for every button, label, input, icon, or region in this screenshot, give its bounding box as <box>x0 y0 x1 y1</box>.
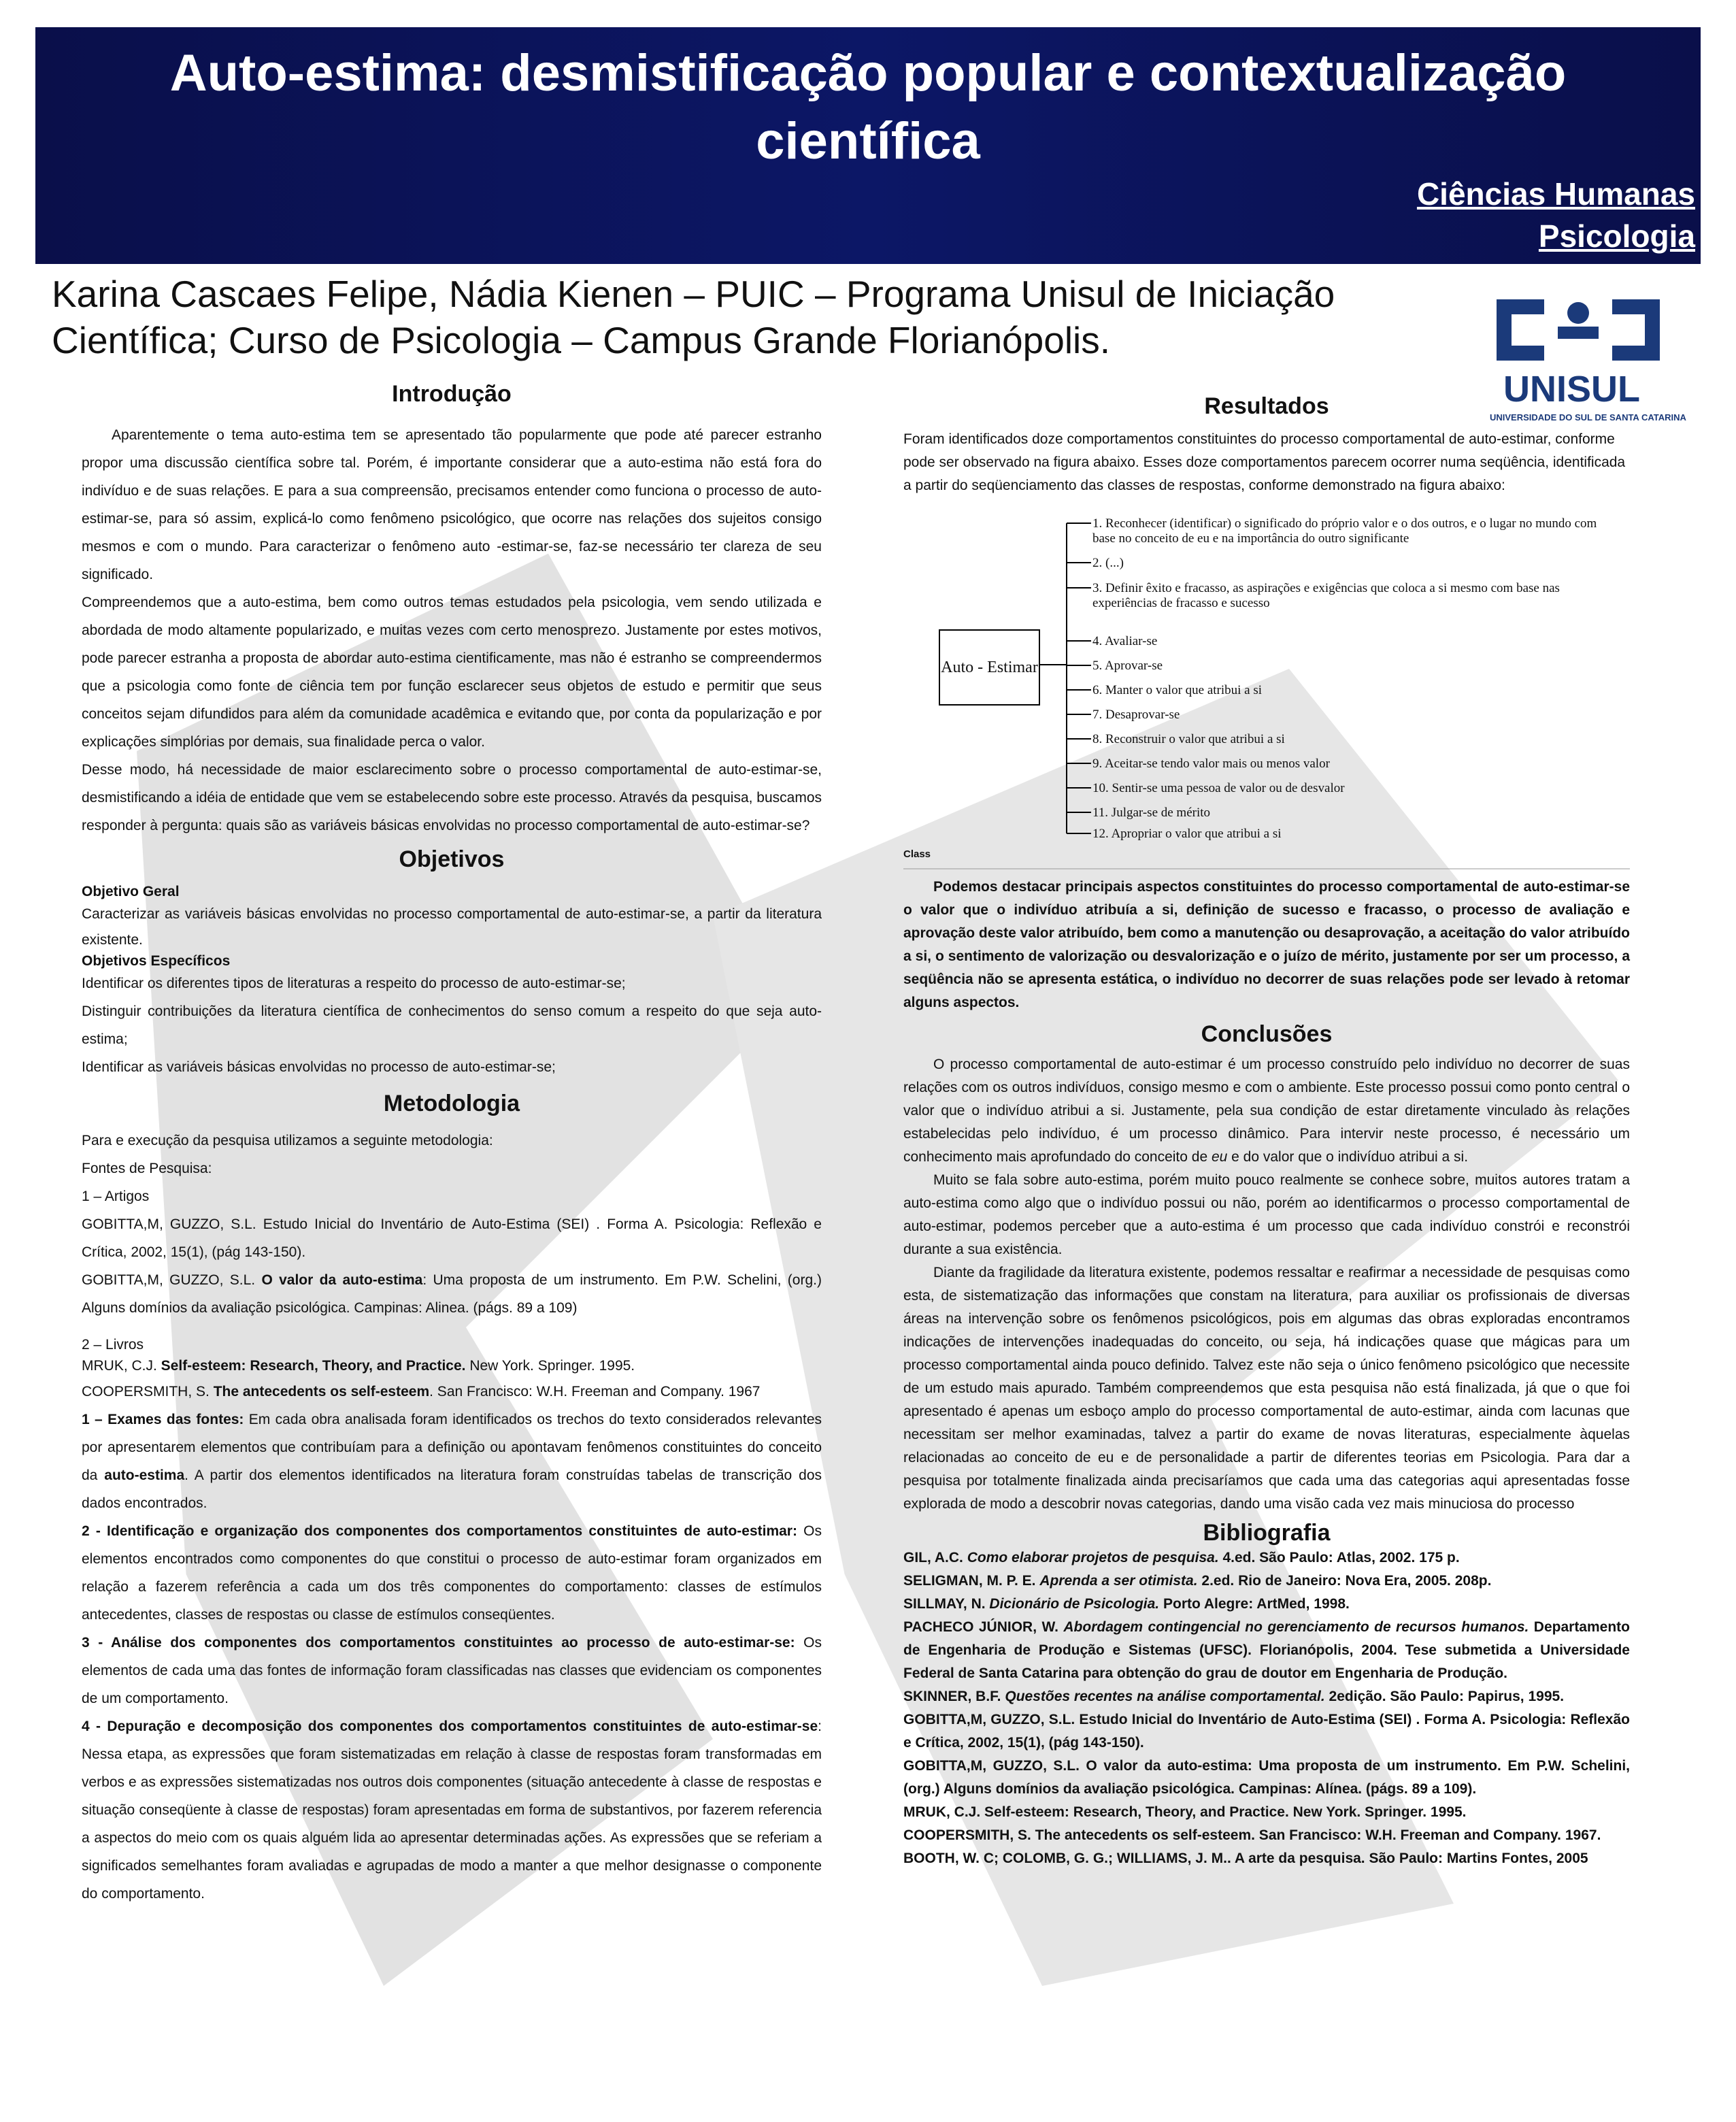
objetivo-especifico-2: Distinguir contribuições da literatura científica de conhecimentos do senso comum a respeito do que seja auto-estima; <box>82 1004 822 1047</box>
logo-subtitle: UNIVERSIDADE DO SUL DE SANTA CATARINA <box>1490 412 1686 422</box>
reference-artigo-2: GOBITTA,M, GUZZO, S.L. O valor da auto-estima: Uma proposta de um instrumento. Em P.W. Schelini, (org.) Alguns domínios da avaliação psicológica. Campinas: Alinea. (págs. 89 a 109) <box>82 1272 822 1316</box>
conclusoes-paragraph-3: Diante da fragilidade da literatura existente, podemos ressaltar e reafirmar a necessidade de pesquisas como esta, de sistematização das informações que constam na literatura, para auxiliar os profissionais de diversas áreas na intervenção sobre os fenômenos psicológicos, pois em algumas das obras exploradas encontramos indicações de intervenções inadequadas do conceito, ou seja, há indicações quase que mágicas para um processo comportamental ainda pouco definido. Talvez este não seja o único fenômeno psicológico que necessite de um estudo mais apurado. Também compreendemos que esta pesquisa não está finalizada, já que o que foi apresentado é apenas um esboço amplo do processo comportamental de auto-estimar, ainda com lacunas que necessitam ser melhor examinadas, talvez a partir do exame de novas literaturas, especialmente àquelas relacionadas ao conceito de eu e de personalidade a partir de diferentes teorias em Psicologia. Para dar a pesquisa por totalmente finalizada ainda precisaríamos que cada uma das categorias aqui apresentadas fosse explorada de modo a descobrir novas categorias, dando uma visão cada vez mais minuciosa do processo <box>903 1265 1630 1512</box>
figure-item-10: 10. Sentir-se uma pessoa de valor ou de desvalor <box>1092 781 1345 795</box>
reference-artigo-1: GOBITTA,M, GUZZO, S.L. Estudo Inicial do Inventário de Auto-Estima (SEI) . Forma A. Psicologia: Reflexão e Crítica, 2002, 15(1), (pág 143-150). <box>82 1216 822 1260</box>
bib-entry: GOBITTA,M, GUZZO, S.L. Estudo Inicial do Inventário de Auto-Estima (SEI) . Forma A. Psicologia: Reflexão e Crítica, 2002, 15(1), (pág 143-150). <box>903 1712 1630 1751</box>
area-label-ciencias-humanas[interactable]: Ciências Humanas <box>1416 176 1695 212</box>
bib-entry: GIL, A.C. Como elaborar projetos de pesquisa. 4.ed. São Paulo: Atlas, 2002. 175 p. <box>903 1550 1460 1565</box>
figure-item-9: 9. Aceitar-se tendo valor mais ou menos valor <box>1092 757 1330 771</box>
left-column <box>82 381 822 1908</box>
artigos-label: 1 – Artigos <box>82 1189 150 1204</box>
figure-item-11: 11. Julgar-se de mérito <box>1092 806 1211 820</box>
intro-paragraph-3: Desse modo, há necessidade de maior esclarecimento sobre o processo comportamental de auto-estimar-se, desmistificando a idéia de entidade que vem se estabelecendo sobre este processo. Através da pesquisa, buscamos responder à pergunta: quais são as variáveis básicas envolvidas no processo comportamental de auto-estimar-se? <box>82 762 822 833</box>
intro-paragraph-1: Aparentemente o tema auto-estima tem se apresentado tão popularmente que pode até parecer estranho propor uma discussão científica sobre tal. Porém, é importante considerar que a auto-estima não está fora do indivíduo e de suas relações. E para a sua compreensão, precisamos entender como funciona o processo de auto-estimar-se, para só assim, explicá-lo como fenômeno psicológico, que ocorre nas relações dos sujeitos consigo mesmos e com o mundo. Para caracterizar o fenômeno auto -estimar-se, faz-se necessário ter clareza de seu significado. <box>82 427 822 582</box>
title-line-2: científica <box>756 112 980 170</box>
figure-caption: Class <box>903 848 931 860</box>
objetivo-geral-label: Objetivo Geral <box>82 884 180 899</box>
authors-line-2: Científica; Curso de Psicologia – Campus Grande Florianópolis. <box>52 319 1111 361</box>
bib-entry: BOOTH, W. C; COLOMB, G. G.; WILLIAMS, J. M.. A arte da pesquisa. São Paulo: Martins Fontes, 2005 <box>903 1851 1588 1866</box>
poster-header <box>35 27 1701 264</box>
metodologia-step-2: 2 - Identificação e organização dos componentes dos comportamentos constituintes de auto-estimar: Os elementos encontrados como componentes do que constitui o processo de auto-estimar foram organizados em relação a fazerem referência a cada um dos três componentes do comportamento: classes de estímulos antecedentes, classes de respostas ou classe de estímulos conseqüentes. <box>82 1523 822 1623</box>
resultados-paragraph-2: Podemos destacar principais aspectos constituintes do processo comportamental de auto-estimar-se o valor que o indivíduo atribuía a si, definição de sucesso e fracasso, o processo de avaliação e aprovação deste valor atribuído, bem como a manutenção ou desaprovação, a aceitação do valor atribuído a si, o sentimento de valorização ou desvalorização e o juízo de mérito, justamente por ser um processo, a seqüência não se apresenta estática, o indivíduo no decorrer de suas relações pode ser levado à retomar alguns aspectos. <box>903 879 1630 1010</box>
section-heading-bibliografia: Bibliografia <box>1203 1520 1331 1546</box>
figure-item-2: 2. (...) <box>1092 556 1124 570</box>
bib-entry: SKINNER, B.F. Questões recentes na análise comportamental. 2edição. São Paulo: Papirus, 1995. <box>903 1689 1565 1704</box>
auto-estimar-box: Auto - Estimar <box>939 629 1040 706</box>
bib-entry: SELIGMAN, M. P. E. Aprenda a ser otimista. 2.ed. Rio de Janeiro: Nova Era, 2005. 208p. <box>903 1573 1492 1589</box>
section-heading-conclusoes: Conclusões <box>1201 1021 1333 1047</box>
figure-item-1: 1. Reconhecer (identificar) o significado do próprio valor e o dos outros, e o lugar no mundo com base no conceito de eu e na importância do outro significante <box>1092 516 1597 546</box>
section-heading-introducao: Introdução <box>392 381 512 407</box>
figure-item-7: 7. Desaprovar-se <box>1092 708 1180 722</box>
reference-livro-1: MRUK, C.J. Self-esteem: Research, Theory, and Practice. New York. Springer. 1995. <box>82 1358 635 1374</box>
behavior-sequence-figure <box>903 508 1630 876</box>
figure-item-8: 8. Reconstruir o valor que atribui a si <box>1092 732 1285 746</box>
resultados-paragraph-1: Foram identificados doze comportamentos constituintes do processo comportamental de auto-estimar, conforme pode ser observado na figura abaixo. Esses doze comportamentos parecem ocorrer numa seqüência, identificada a partir do seqüenciamento das classes de respostas, conforme demonstrado na figura abaixo: <box>903 431 1626 493</box>
figure-item-4: 4. Avaliar-se <box>1092 634 1158 648</box>
figure-item-12: 12. Apropriar o valor que atribui a si <box>1092 827 1282 841</box>
title-line-1: Auto-estima: desmistificação popular e contextualização <box>169 44 1567 102</box>
bib-entry: COOPERSMITH, S. The antecedents os self-esteem. San Francisco: W.H. Freeman and Company. 1967. <box>903 1827 1601 1843</box>
logo-name: UNISUL <box>1503 369 1640 410</box>
metodologia-step-4: 4 - Depuração e decomposição dos componentes dos comportamentos constituintes de auto-estimar-se: Nessa etapa, as expressões que foram sistematizadas em relação à classe de respostas foram transformadas em verbos e as expressões sistematizadas nos outros dois componentes (situação antecedente à classe de respostas e situação conseqüente à classe de respostas) foram apresentadas em forma de substantivos, por fazerem referencia a aspectos do meio com os quais alguém lida ao apresentar determinadas ações. As expressões que se referiam a significados semelhantes foram avaliadas e agrupadas de modo a manter a que melhor designasse o componente do comportamento. <box>82 1719 822 1902</box>
fontes-label: Fontes de Pesquisa: <box>82 1161 212 1176</box>
authors-affiliation <box>52 271 1480 363</box>
conclusoes-paragraph-1: O processo comportamental de auto-estimar é um processo construído pelo indivíduo no decorrer de suas relações com os outros indivíduos, consigo mesmo e com o ambiente. Este processo possui como ponto central o valor que o indivíduo atribui a si. Justamente, pela sua condição de estar diretamente vinculado às relações estabelecidas pelo indivíduo, é um processo dinâmico. Para intervir neste processo, é necessário um conhecimento mais aprofundado do conceito de eu e do valor que o indivíduo atribui a si. <box>903 1057 1630 1165</box>
objetivo-geral-text: Caracterizar as variáveis básicas envolvidas no processo comportamental de auto-estimar-se, a partir da literatura existente. <box>82 906 822 948</box>
metodologia-intro: Para e execução da pesquisa utilizamos a seguinte metodologia: <box>82 1133 493 1148</box>
livros-label: 2 – Livros <box>82 1337 144 1353</box>
figure-item-3: 3. Definir êxito e fracasso, as aspirações e exigências que coloca a si mesmo com base nas experiências de fracasso e sucesso <box>1092 581 1560 610</box>
section-heading-objetivos: Objetivos <box>399 846 505 872</box>
bib-entry: GOBITTA,M, GUZZO, S.L. O valor da auto-estima: Uma proposta de um instrumento. Em P.W. Schelini, (org.) Alguns domínios da avaliação psicológica. Campinas: Alínea. (págs. 89 a 109). <box>903 1758 1630 1797</box>
bib-entry: MRUK, C.J. Self-esteem: Research, Theory, and Practice. New York. Springer. 1995. <box>903 1804 1467 1820</box>
objetivo-especifico-1: Identificar os diferentes tipos de literaturas a respeito do processo de auto-estimar-se; <box>82 976 626 991</box>
metodologia-step-1: 1 – Exames das fontes: Em cada obra analisada foram identificados os trechos do texto considerados relevantes por apresentarem elementos que contribuíam para a definição ou apontavam fenômenos constituintes do conceito da auto-estima. A partir dos elementos identificados na literatura foram construídas tabelas de transcrição dos dados encontrados. <box>82 1412 822 1511</box>
section-heading-metodologia: Metodologia <box>383 1091 520 1116</box>
section-heading-resultados: Resultados <box>1204 393 1329 419</box>
poster-title <box>35 39 1701 176</box>
area-label-psicologia[interactable]: Psicologia <box>1538 218 1695 254</box>
bib-entry: SILLMAY, N. Dicionário de Psicologia. Porto Alegre: ArtMed, 1998. <box>903 1596 1350 1612</box>
objetivos-especificos-label: Objetivos Específicos <box>82 953 231 969</box>
authors-line-1: Karina Cascaes Felipe, Nádia Kienen – PUIC – Programa Unisul de Iniciação <box>52 273 1335 315</box>
bibliography-list <box>903 1546 1630 1870</box>
figure-item-5: 5. Aprovar-se <box>1092 659 1163 673</box>
intro-paragraph-2: Compreendemos que a auto-estima, bem como outros temas estudados pela psicologia, vem sendo utilizada e abordada de modo altamente popularizado, e muitas vezes com certo menosprezo. Justamente por estes motivos, pode parecer estranha a proposta de abordar auto-estima cientificamente, mas não é estranho se compreendermos que a psicologia como fonte de ciência tem por função esclarecer seus objetos de estudo e permitir que seus conceitos sejam difundidos para além da comunidade acadêmica e evitando que, por conta da popularização e por explicações simplórias por demais, sua finalidade perca o valor. <box>82 595 822 750</box>
objetivo-especifico-3: Identificar as variáveis básicas envolvidas no processo de auto-estimar-se; <box>82 1059 556 1075</box>
right-column <box>903 393 1630 1870</box>
figure-item-6: 6. Manter o valor que atribui a si <box>1092 683 1263 697</box>
reference-livro-2: COOPERSMITH, S. The antecedents os self-esteem. San Francisco: W.H. Freeman and Company. 1967 <box>82 1384 761 1399</box>
bib-entry: PACHECO JÚNIOR, W. Abordagem contingencial no gerenciamento de recursos humanos. Departamento de Engenharia de Produção e Sistemas (UFSC). Florianópolis, 2004. Tese submetida a Universidade Federal de Santa Catarina para obtenção do grau de doutor em Engenharia de Produção. <box>903 1619 1630 1681</box>
metodologia-step-3: 3 - Análise dos componentes dos comportamentos constituintes ao processo de auto-estimar-se: Os elementos de cada uma das fontes de informação foram classificadas nas classes que evidenciam os componentes de um comportamento. <box>82 1635 822 1706</box>
conclusoes-paragraph-2: Muito se fala sobre auto-estima, porém muito pouco realmente se conhece sobre, muitos autores tratam a auto-estima como algo que o indivíduo possui ou não, porém ao identificarmos o processo comportamental de auto-estimar, podemos perceber que a auto-estima é um processo que cada indivíduo constrói e reconstrói durante a sua existência. <box>903 1172 1630 1257</box>
